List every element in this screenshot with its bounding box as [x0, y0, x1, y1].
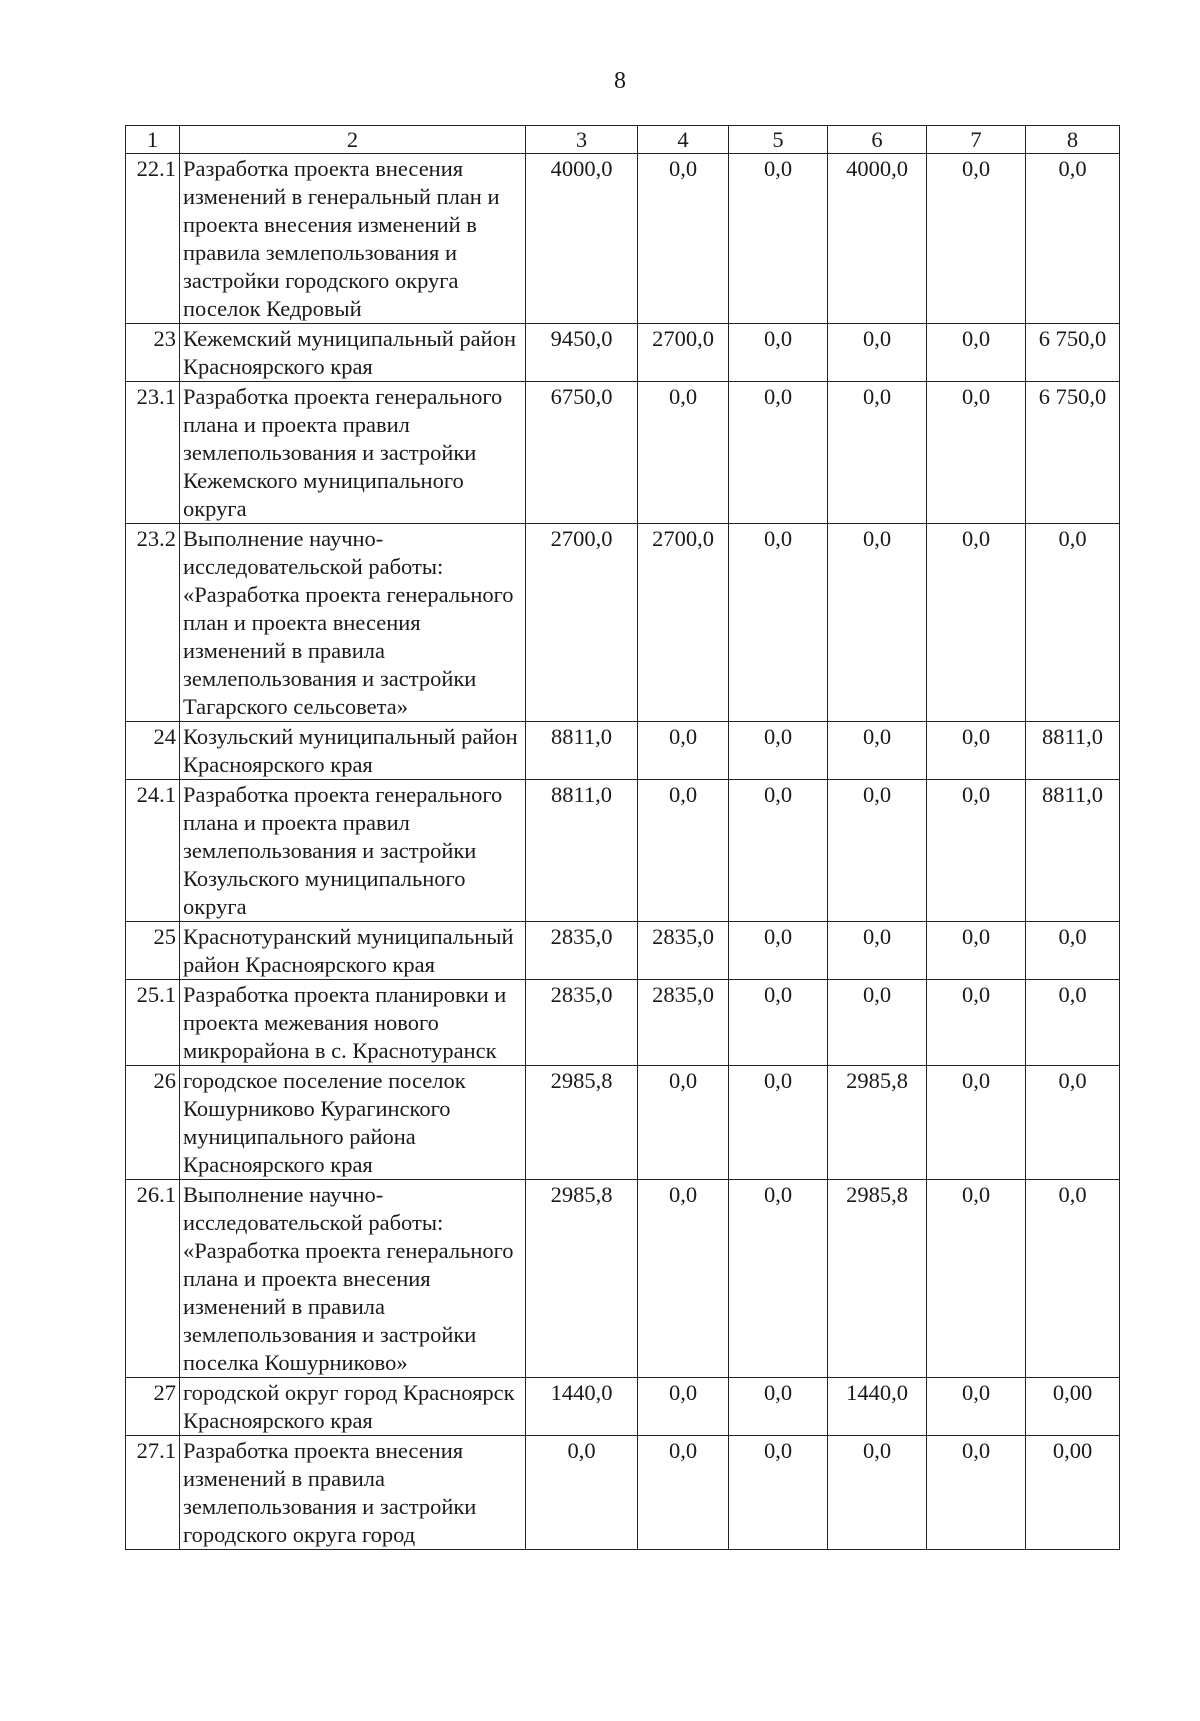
value-col-4: 0,0: [638, 1180, 729, 1378]
row-name: Козульский муниципальный район Красноярского края: [180, 722, 526, 780]
row-name: Разработка проекта внесения изменений в генеральный план и проекта внесения изменений в правила землепользования и застройки городского округа поселок Кедровый: [180, 154, 526, 324]
value-col-8: 0,0: [1026, 922, 1120, 980]
value-col-7: 0,0: [927, 382, 1026, 524]
column-header-3: 3: [526, 126, 638, 154]
value-col-8: 0,00: [1026, 1436, 1120, 1550]
table-row: [126, 1180, 1120, 1378]
value-col-8: 0,00: [1026, 1378, 1120, 1436]
value-col-4: 0,0: [638, 722, 729, 780]
value-col-4: 2835,0: [638, 980, 729, 1066]
value-col-7: 0,0: [927, 1180, 1026, 1378]
value-col-7: 0,0: [927, 324, 1026, 382]
row-name: городское поселение поселок Кошурниково Курагинского муниципального района Красноярского края: [180, 1066, 526, 1180]
value-col-4: 2700,0: [638, 324, 729, 382]
table-row: [126, 154, 1120, 324]
value-col-4: 0,0: [638, 382, 729, 524]
value-col-3: 2985,8: [526, 1066, 638, 1180]
column-header-2: 2: [180, 126, 526, 154]
value-col-7: 0,0: [927, 1066, 1026, 1180]
value-col-4: 2700,0: [638, 524, 729, 722]
value-col-3: 0,0: [526, 1436, 638, 1550]
row-name: Выполнение научно-исследовательской работы: «Разработка проекта генерального план и проекта внесения изменений в правила землепользования и застройки Тагарского сельсовета»: [180, 524, 526, 722]
value-col-3: 8811,0: [526, 780, 638, 922]
value-col-3: 8811,0: [526, 722, 638, 780]
page-number: 8: [614, 68, 626, 94]
value-col-3: 2700,0: [526, 524, 638, 722]
table-row: [126, 1066, 1120, 1180]
value-col-3: 1440,0: [526, 1378, 638, 1436]
value-col-6: 0,0: [828, 922, 927, 980]
table-row: [126, 382, 1120, 524]
value-col-4: 0,0: [638, 1066, 729, 1180]
value-col-5: 0,0: [729, 524, 828, 722]
value-col-3: 2985,8: [526, 1180, 638, 1378]
table-row: [126, 524, 1120, 722]
value-col-7: 0,0: [927, 980, 1026, 1066]
value-col-5: 0,0: [729, 1066, 828, 1180]
column-header-8: 8: [1026, 126, 1120, 154]
value-col-5: 0,0: [729, 780, 828, 922]
value-col-5: 0,0: [729, 722, 828, 780]
row-name: Кежемский муниципальный район Красноярского края: [180, 324, 526, 382]
value-col-5: 0,0: [729, 1378, 828, 1436]
row-number: 25.1: [126, 980, 180, 1066]
row-name: Разработка проекта генерального плана и проекта правил землепользования и застройки Козульского муниципального округа: [180, 780, 526, 922]
value-col-8: 0,0: [1026, 1180, 1120, 1378]
row-name: Краснотуранский муниципальный район Красноярского края: [180, 922, 526, 980]
column-header-1: 1: [126, 126, 180, 154]
value-col-6: 0,0: [828, 382, 927, 524]
value-col-5: 0,0: [729, 1436, 828, 1550]
value-col-8: 6 750,0: [1026, 324, 1120, 382]
value-col-6: 0,0: [828, 780, 927, 922]
row-number: 25: [126, 922, 180, 980]
value-col-3: 4000,0: [526, 154, 638, 324]
table-row: [126, 922, 1120, 980]
value-col-8: 6 750,0: [1026, 382, 1120, 524]
value-col-5: 0,0: [729, 324, 828, 382]
value-col-6: 2985,8: [828, 1066, 927, 1180]
column-header-6: 6: [828, 126, 927, 154]
row-number: 24: [126, 722, 180, 780]
value-col-8: 8811,0: [1026, 722, 1120, 780]
value-col-6: 1440,0: [828, 1378, 927, 1436]
value-col-4: 0,0: [638, 1378, 729, 1436]
row-name: городской округ город Красноярск Красноярского края: [180, 1378, 526, 1436]
row-name: Разработка проекта внесения изменений в правила землепользования и застройки городского округа город: [180, 1436, 526, 1550]
row-number: 26.1: [126, 1180, 180, 1378]
row-number: 26: [126, 1066, 180, 1180]
value-col-3: 9450,0: [526, 324, 638, 382]
value-col-5: 0,0: [729, 922, 828, 980]
value-col-3: 6750,0: [526, 382, 638, 524]
value-col-4: 0,0: [638, 154, 729, 324]
row-number: 24.1: [126, 780, 180, 922]
value-col-7: 0,0: [927, 1378, 1026, 1436]
value-col-4: 0,0: [638, 1436, 729, 1550]
value-col-7: 0,0: [927, 524, 1026, 722]
column-header-5: 5: [729, 126, 828, 154]
value-col-4: 0,0: [638, 780, 729, 922]
header-row: [126, 126, 1120, 154]
table-row: [126, 324, 1120, 382]
column-header-4: 4: [638, 126, 729, 154]
value-col-5: 0,0: [729, 382, 828, 524]
value-col-7: 0,0: [927, 154, 1026, 324]
value-col-6: 0,0: [828, 524, 927, 722]
row-name: Разработка проекта генерального плана и проекта правил землепользования и застройки Кежемского муниципального округа: [180, 382, 526, 524]
value-col-5: 0,0: [729, 1180, 828, 1378]
value-col-3: 2835,0: [526, 922, 638, 980]
value-col-8: 0,0: [1026, 154, 1120, 324]
value-col-4: 2835,0: [638, 922, 729, 980]
value-col-7: 0,0: [927, 922, 1026, 980]
table-row: [126, 1436, 1120, 1550]
row-number: 23: [126, 324, 180, 382]
table-row: [126, 980, 1120, 1066]
value-col-8: 0,0: [1026, 980, 1120, 1066]
value-col-8: 0,0: [1026, 524, 1120, 722]
row-number: 22.1: [126, 154, 180, 324]
row-number: 23.2: [126, 524, 180, 722]
value-col-5: 0,0: [729, 154, 828, 324]
value-col-6: 0,0: [828, 324, 927, 382]
table-row: [126, 780, 1120, 922]
row-name: Выполнение научно-исследовательской работы: «Разработка проекта генерального плана и проекта внесения изменений в правила землепользования и застройки поселка Кошурниково»: [180, 1180, 526, 1378]
value-col-6: 4000,0: [828, 154, 927, 324]
row-number: 27: [126, 1378, 180, 1436]
value-col-6: 0,0: [828, 1436, 927, 1550]
table-row: [126, 1378, 1120, 1436]
value-col-6: 0,0: [828, 722, 927, 780]
value-col-7: 0,0: [927, 780, 1026, 922]
value-col-8: 8811,0: [1026, 780, 1120, 922]
value-col-3: 2835,0: [526, 980, 638, 1066]
value-col-7: 0,0: [927, 722, 1026, 780]
row-name: Разработка проекта планировки и проекта межевания нового микрорайона в с. Краснотуранск: [180, 980, 526, 1066]
row-number: 23.1: [126, 382, 180, 524]
column-header-7: 7: [927, 126, 1026, 154]
row-number: 27.1: [126, 1436, 180, 1550]
budget-table: [125, 125, 1120, 1550]
value-col-6: 2985,8: [828, 1180, 927, 1378]
value-col-6: 0,0: [828, 980, 927, 1066]
value-col-8: 0,0: [1026, 1066, 1120, 1180]
value-col-5: 0,0: [729, 980, 828, 1066]
value-col-7: 0,0: [927, 1436, 1026, 1550]
table-row: [126, 722, 1120, 780]
